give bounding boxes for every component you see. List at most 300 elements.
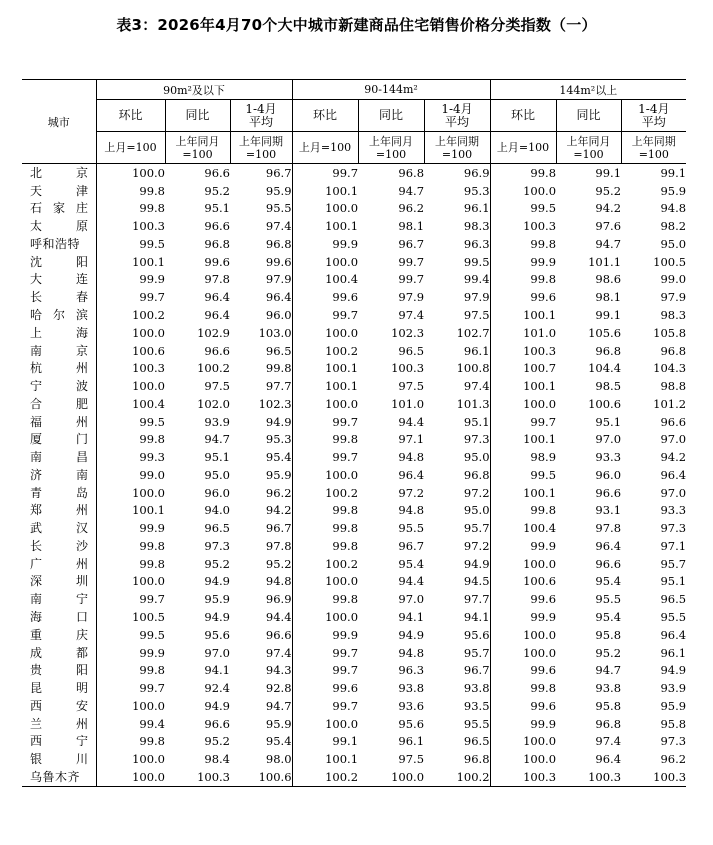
index-value-cell: 94.2	[595, 201, 622, 216]
index-value-cell: 95.9	[660, 698, 687, 713]
index-value-cell: 99.9	[490, 608, 556, 626]
sub-header-line1: 环比	[313, 108, 338, 122]
index-value-cell: 99.7	[398, 254, 425, 269]
sub-header-mom	[292, 100, 358, 132]
index-value-cell: 100.1	[292, 377, 358, 395]
table-row	[22, 733, 686, 751]
index-value-cell: 93.1	[595, 503, 622, 518]
index-value-cell: 94.7	[595, 236, 622, 251]
index-value-cell: 96.9	[265, 592, 292, 607]
base-header-yoy	[556, 132, 621, 164]
index-value-cell: 95.6	[204, 627, 230, 642]
city-name: 天 津	[30, 183, 88, 198]
table-row	[22, 306, 686, 324]
index-value-cell: 98.6	[595, 272, 622, 287]
index-value-cell: 96.4	[265, 290, 292, 305]
index-value-cell: 97.4	[398, 308, 425, 322]
table-row	[22, 644, 686, 662]
index-value-cell: 99.5	[96, 235, 165, 253]
city-name: 南 京	[30, 343, 88, 358]
index-value-cell: 96.6	[265, 627, 292, 642]
index-value-cell: 99.6	[490, 697, 556, 715]
sub-header-mom	[490, 100, 556, 132]
index-value-cell: 99.8	[96, 733, 165, 751]
table-row	[22, 466, 686, 484]
city-name: 青 岛	[30, 485, 88, 500]
index-value-cell: 95.0	[660, 236, 687, 251]
index-value-cell: 95.2	[595, 183, 622, 198]
index-value-cell: 100.2	[292, 342, 358, 360]
city-name: 银 川	[30, 752, 88, 767]
index-value-cell: 95.9	[204, 592, 230, 607]
index-value-cell: 96.2	[265, 485, 292, 500]
index-value-cell: 95.8	[660, 716, 687, 731]
index-value-cell: 95.8	[595, 627, 622, 642]
index-value-cell: 98.8	[660, 379, 687, 394]
index-value-cell: 95.6	[398, 716, 425, 731]
index-value-cell: 99.9	[96, 519, 165, 537]
city-cell	[22, 342, 96, 360]
base-header-mom	[292, 132, 358, 164]
table-row	[22, 519, 686, 537]
index-value-cell: 97.9	[265, 272, 292, 287]
index-value-cell: 104.3	[653, 361, 687, 376]
index-value-cell: 99.8	[96, 661, 165, 679]
city-cell	[22, 359, 96, 377]
base-header-ytd	[230, 132, 292, 164]
index-value-cell: 92.8	[265, 681, 292, 696]
index-value-cell: 97.5	[463, 308, 490, 322]
sub-header-line2: 平均	[249, 114, 274, 129]
table-row	[22, 590, 686, 608]
city-cell	[22, 324, 96, 342]
index-value-cell: 99.7	[96, 679, 165, 697]
index-value-cell: 94.4	[265, 610, 292, 625]
index-value-cell: 96.3	[463, 236, 490, 251]
index-value-cell: 99.7	[292, 306, 358, 324]
index-value-cell: 96.3	[398, 663, 425, 678]
index-value-cell: 94.8	[398, 503, 425, 518]
index-value-cell: 94.7	[398, 183, 425, 198]
index-value-cell: 99.8	[490, 502, 556, 520]
index-value-cell: 99.6	[265, 254, 292, 269]
index-value-cell: 97.1	[660, 538, 687, 553]
index-value-cell: 95.1	[595, 414, 622, 429]
sub-header-line1: 同比	[185, 108, 210, 122]
city-cell	[22, 448, 96, 466]
index-value-cell: 100.2	[96, 306, 165, 324]
index-value-cell: 96.6	[595, 556, 622, 571]
index-value-cell: 100.2	[424, 768, 490, 786]
city-column-header: 城市	[22, 80, 96, 164]
index-value-cell: 96.7	[398, 538, 425, 553]
city-cell	[22, 164, 96, 182]
city-name: 西 安	[30, 698, 88, 713]
base-header-line1: 上年同期	[239, 134, 284, 148]
city-cell	[22, 200, 96, 218]
index-value-cell: 93.6	[398, 698, 425, 713]
city-cell	[22, 661, 96, 679]
table-row	[22, 377, 686, 395]
sub-header-line1: 环比	[118, 108, 143, 122]
page-title: 表3：2026年4月70个大中城市新建商品住宅销售价格分类指数（一）	[116, 16, 597, 34]
index-value-cell: 100.0	[490, 733, 556, 751]
index-value-cell: 99.8	[292, 502, 358, 520]
index-value-cell: 100.3	[165, 768, 230, 786]
index-value-cell: 95.7	[463, 645, 490, 660]
index-value-cell: 97.2	[463, 485, 490, 500]
index-value-cell: 99.9	[96, 644, 165, 662]
index-value-cell: 100.6	[490, 573, 556, 591]
sub-header-line1: 1-4月	[245, 101, 277, 116]
index-value-cell: 94.8	[398, 645, 425, 660]
index-value-cell: 101.1	[588, 254, 622, 269]
base-header-mom	[490, 132, 556, 164]
index-value-cell: 93.9	[660, 681, 687, 696]
table-row	[22, 342, 686, 360]
city-cell	[22, 217, 96, 235]
index-value-cell: 100.0	[96, 377, 165, 395]
table-row	[22, 715, 686, 733]
index-value-cell: 103.0	[258, 325, 292, 340]
index-value-cell: 95.4	[595, 610, 622, 625]
index-value-cell: 97.3	[204, 538, 230, 553]
index-value-cell: 100.6	[588, 396, 622, 411]
index-value-cell: 99.8	[96, 182, 165, 200]
index-value-cell: 96.8	[265, 236, 292, 251]
index-value-cell: 95.2	[204, 556, 230, 571]
table-row	[22, 324, 686, 342]
index-value-cell: 100.2	[292, 768, 358, 786]
city-cell	[22, 271, 96, 289]
index-value-cell: 95.9	[265, 183, 292, 198]
index-value-cell: 94.0	[204, 503, 230, 518]
index-value-cell: 99.5	[96, 413, 165, 431]
base-header-line1: 上年同月	[369, 134, 414, 148]
index-value-cell: 95.4	[265, 450, 292, 465]
index-value-cell: 95.9	[660, 183, 687, 198]
table-row	[22, 359, 686, 377]
index-value-cell: 97.3	[660, 734, 687, 749]
index-value-cell: 96.5	[463, 734, 490, 749]
table-row	[22, 502, 686, 520]
index-value-cell: 100.3	[490, 217, 556, 235]
index-value-cell: 100.0	[96, 573, 165, 591]
table-body	[22, 164, 686, 787]
index-value-cell: 102.9	[197, 325, 230, 340]
index-value-cell: 98.9	[490, 448, 556, 466]
index-value-cell: 96.4	[660, 467, 687, 482]
table-row	[22, 697, 686, 715]
city-cell	[22, 395, 96, 413]
index-value-cell: 97.5	[398, 379, 425, 394]
index-value-cell: 102.3	[258, 396, 292, 411]
index-value-cell: 97.0	[595, 432, 622, 447]
city-cell	[22, 182, 96, 200]
index-value-cell: 99.6	[292, 679, 358, 697]
index-value-cell: 99.5	[490, 200, 556, 218]
index-value-cell: 96.6	[204, 343, 230, 358]
index-value-cell: 100.4	[490, 519, 556, 537]
index-value-cell: 94.2	[265, 503, 292, 518]
index-value-cell: 100.1	[490, 484, 556, 502]
city-name: 郑 州	[30, 503, 88, 518]
index-value-cell: 100.1	[96, 253, 165, 271]
index-value-cell: 96.0	[595, 467, 622, 482]
index-value-cell: 100.3	[490, 342, 556, 360]
index-value-cell: 99.8	[96, 430, 165, 448]
index-value-cell: 99.9	[96, 271, 165, 289]
index-value-cell: 99.0	[660, 272, 687, 287]
index-value-cell: 102.7	[456, 325, 490, 340]
index-value-cell: 95.4	[265, 734, 292, 749]
index-value-cell: 99.4	[96, 715, 165, 733]
index-value-cell: 94.1	[398, 610, 425, 625]
city-name: 南 昌	[30, 450, 88, 465]
index-value-cell: 99.6	[490, 661, 556, 679]
index-value-cell: 99.7	[490, 413, 556, 431]
index-value-cell: 95.3	[463, 183, 490, 198]
city-name: 沈 阳	[30, 254, 88, 269]
index-value-cell: 99.8	[96, 537, 165, 555]
table-row	[22, 679, 686, 697]
table-row	[22, 253, 686, 271]
city-name: 昆 明	[30, 681, 88, 696]
index-value-cell: 101.0	[391, 396, 425, 411]
base-header-line2: =100	[245, 147, 277, 161]
table-row	[22, 200, 686, 218]
index-value-cell: 100.0	[96, 324, 165, 342]
index-value-cell: 94.1	[463, 610, 490, 625]
city-cell	[22, 413, 96, 431]
index-value-cell: 99.6	[204, 254, 230, 269]
index-value-cell: 94.9	[204, 698, 230, 713]
sub-header-line1: 环比	[511, 108, 536, 122]
index-value-cell: 95.5	[463, 716, 490, 731]
city-name: 合 肥	[30, 396, 88, 411]
sub-header-yoy	[358, 100, 424, 132]
city-name: 武 汉	[30, 521, 88, 536]
index-value-cell: 96.2	[660, 752, 687, 767]
city-cell	[22, 555, 96, 573]
index-value-cell: 94.9	[660, 663, 687, 678]
index-value-cell: 100.1	[490, 377, 556, 395]
index-value-cell: 99.6	[292, 288, 358, 306]
index-value-cell: 97.2	[398, 485, 425, 500]
index-value-cell: 93.5	[463, 698, 490, 713]
city-cell	[22, 750, 96, 768]
index-value-cell: 99.8	[292, 519, 358, 537]
city-name: 大 连	[30, 272, 88, 287]
table-row	[22, 182, 686, 200]
index-value-cell: 99.3	[96, 448, 165, 466]
base-header-mom	[96, 132, 165, 164]
sub-header-yoy	[165, 100, 230, 132]
index-value-cell: 99.7	[292, 697, 358, 715]
index-value-cell: 99.9	[490, 253, 556, 271]
base-header-line1: 上年同月	[175, 134, 220, 148]
sub-header-line1: 1-4月	[638, 101, 670, 116]
index-value-cell: 96.8	[204, 236, 230, 251]
base-header-line1: 上月=100	[298, 141, 352, 154]
index-value-cell: 95.3	[265, 432, 292, 447]
index-value-cell: 95.1	[204, 450, 230, 465]
table-row	[22, 164, 686, 182]
index-value-cell: 96.8	[660, 343, 687, 358]
city-cell	[22, 626, 96, 644]
city-cell	[22, 573, 96, 591]
city-name: 南 宁	[30, 592, 88, 607]
index-value-cell: 97.8	[595, 521, 622, 536]
index-value-cell: 95.4	[595, 574, 622, 589]
base-header-line2: =100	[375, 147, 407, 161]
index-value-cell: 99.8	[292, 430, 358, 448]
base-header-line1: 上年同期	[435, 134, 480, 148]
index-value-cell: 100.0	[96, 164, 165, 182]
index-value-cell: 97.0	[204, 645, 230, 660]
base-header-line1: 上年同期	[631, 134, 676, 148]
index-value-cell: 96.8	[398, 165, 425, 180]
index-value-cell: 96.7	[265, 521, 292, 536]
index-value-cell: 100.0	[292, 608, 358, 626]
table-row	[22, 661, 686, 679]
city-name: 重 庆	[30, 627, 88, 642]
index-value-cell: 100.0	[490, 750, 556, 768]
index-value-cell: 96.1	[463, 343, 490, 358]
index-value-cell: 94.2	[660, 450, 687, 465]
city-name: 贵 阳	[30, 663, 88, 678]
sub-header-mom	[96, 100, 165, 132]
index-value-cell: 98.5	[595, 379, 622, 394]
base-header-line2: =100	[182, 147, 213, 161]
index-value-cell: 97.4	[265, 645, 292, 660]
index-value-cell: 97.0	[660, 432, 687, 447]
city-name: 北 京	[30, 165, 88, 180]
index-value-cell: 97.9	[463, 290, 490, 305]
index-value-cell: 100.5	[653, 254, 687, 269]
index-value-cell: 95.2	[204, 183, 230, 198]
index-value-cell: 96.9	[463, 165, 490, 180]
city-cell	[22, 235, 96, 253]
city-name: 宁 波	[30, 379, 88, 394]
index-value-cell: 95.5	[398, 521, 425, 536]
index-value-cell: 94.5	[463, 574, 490, 589]
index-value-cell: 94.9	[265, 414, 292, 429]
index-value-cell: 99.1	[595, 308, 622, 322]
index-value-cell: 100.0	[490, 555, 556, 573]
index-value-cell: 96.8	[463, 467, 490, 482]
index-value-cell: 102.0	[197, 396, 230, 411]
index-value-cell: 99.8	[490, 271, 556, 289]
index-value-cell: 99.5	[463, 254, 490, 269]
index-value-cell: 93.3	[660, 503, 687, 518]
index-value-cell: 100.0	[490, 644, 556, 662]
index-value-cell: 95.4	[398, 556, 425, 571]
index-value-cell: 93.8	[595, 681, 622, 696]
index-value-cell: 100.1	[292, 359, 358, 377]
index-value-cell: 100.0	[292, 466, 358, 484]
sub-header-ytd	[230, 100, 292, 132]
city-cell	[22, 502, 96, 520]
index-value-cell: 105.8	[653, 325, 687, 340]
index-value-cell: 99.7	[398, 272, 425, 287]
index-value-cell: 99.6	[490, 288, 556, 306]
index-value-cell: 97.8	[204, 272, 230, 287]
index-value-cell: 96.8	[463, 752, 490, 767]
base-header-line1: 上年同月	[566, 134, 611, 148]
index-value-cell: 94.9	[463, 556, 490, 571]
city-name: 成 都	[30, 645, 88, 660]
index-value-cell: 95.9	[265, 716, 292, 731]
index-value-cell: 96.4	[204, 308, 230, 322]
index-value-cell: 100.0	[490, 395, 556, 413]
table-row	[22, 750, 686, 768]
index-value-cell: 100.3	[556, 768, 621, 786]
index-value-cell: 100.0	[292, 573, 358, 591]
base-header-ytd	[621, 132, 686, 164]
city-name: 厦 门	[30, 432, 88, 447]
index-value-cell: 99.7	[96, 288, 165, 306]
city-name: 西 宁	[30, 734, 88, 749]
city-name: 深 圳	[30, 574, 88, 589]
city-name: 兰 州	[30, 716, 88, 731]
index-value-cell: 100.0	[358, 768, 424, 786]
index-value-cell: 95.5	[265, 201, 292, 216]
index-value-cell: 100.0	[490, 182, 556, 200]
index-value-cell: 99.8	[96, 200, 165, 218]
table-row	[22, 768, 686, 786]
city-cell	[22, 377, 96, 395]
index-value-cell: 94.9	[204, 610, 230, 625]
index-value-cell: 100.4	[96, 395, 165, 413]
index-value-cell: 99.9	[490, 715, 556, 733]
index-value-cell: 100.0	[96, 750, 165, 768]
index-value-cell: 96.8	[595, 343, 622, 358]
index-value-cell: 99.1	[595, 165, 622, 180]
index-value-cell: 95.5	[595, 592, 622, 607]
index-value-cell: 94.8	[398, 450, 425, 465]
index-value-cell: 95.1	[204, 201, 230, 216]
index-value-cell: 99.7	[292, 448, 358, 466]
index-value-cell: 97.3	[660, 521, 687, 536]
index-value-cell: 96.1	[660, 645, 687, 660]
index-value-cell: 99.8	[292, 537, 358, 555]
base-header-yoy	[165, 132, 230, 164]
index-value-cell: 95.2	[265, 556, 292, 571]
index-value-cell: 96.6	[204, 716, 230, 731]
city-cell	[22, 253, 96, 271]
index-value-cell: 99.8	[490, 235, 556, 253]
index-value-cell: 99.1	[660, 165, 687, 180]
index-value-cell: 94.7	[265, 698, 292, 713]
index-value-cell: 94.9	[398, 627, 425, 642]
index-value-cell: 98.3	[660, 308, 687, 322]
index-value-cell: 97.1	[398, 432, 425, 447]
index-value-cell: 99.9	[292, 235, 358, 253]
index-value-cell: 97.4	[463, 379, 490, 394]
index-value-cell: 99.7	[292, 413, 358, 431]
index-value-cell: 96.4	[595, 538, 622, 553]
index-value-cell: 95.9	[265, 467, 292, 482]
index-value-cell: 100.3	[96, 217, 165, 235]
index-value-cell: 96.7	[463, 663, 490, 678]
index-value-cell: 100.3	[490, 768, 556, 786]
index-value-cell: 100.2	[292, 484, 358, 502]
index-value-cell: 100.0	[292, 253, 358, 271]
index-value-cell: 100.3	[96, 359, 165, 377]
index-value-cell: 95.1	[660, 574, 687, 589]
index-value-cell: 97.8	[265, 538, 292, 553]
